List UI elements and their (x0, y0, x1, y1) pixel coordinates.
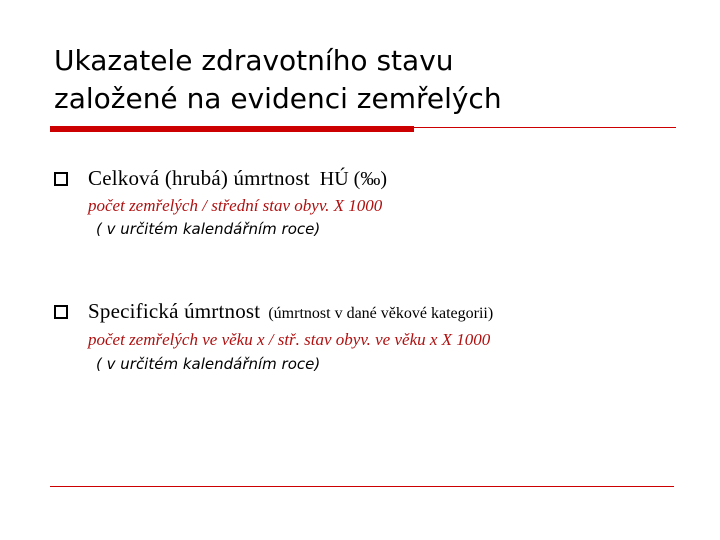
title-underline-thin (414, 127, 676, 128)
item-note-crude-mortality: ( v určitém kalendářním roce) (96, 220, 321, 238)
item-heading-label: Specifická úmrtnost (88, 299, 261, 323)
square-bullet-icon (54, 172, 68, 186)
item-note-specific-mortality: ( v určitém kalendářním roce) (96, 355, 321, 373)
item-heading-description: (úmrtnost v dané věkové kategorii) (268, 305, 494, 322)
item-heading-abbrev: HÚ (‰) (319, 168, 387, 190)
title-underline-thick (50, 126, 414, 132)
item-formula-specific-mortality: počet zemřelých ve věku x / stř. stav obyv. ve věku x X 1000 (88, 330, 491, 349)
title-line-1: Ukazatele zdravotního stavu (54, 44, 454, 77)
item-heading-specific-mortality (88, 299, 493, 324)
title-line-2: založené na evidenci zemřelých (54, 82, 502, 115)
square-bullet-icon (54, 305, 68, 319)
item-heading-crude-mortality (88, 166, 387, 191)
item-heading-label: Celková (hrubá) úmrtnost (88, 166, 310, 190)
item-formula-crude-mortality: počet zemřelých / střední stav obyv. X 1000 (88, 196, 383, 215)
bottom-divider (50, 486, 674, 487)
slide-title (54, 42, 694, 118)
